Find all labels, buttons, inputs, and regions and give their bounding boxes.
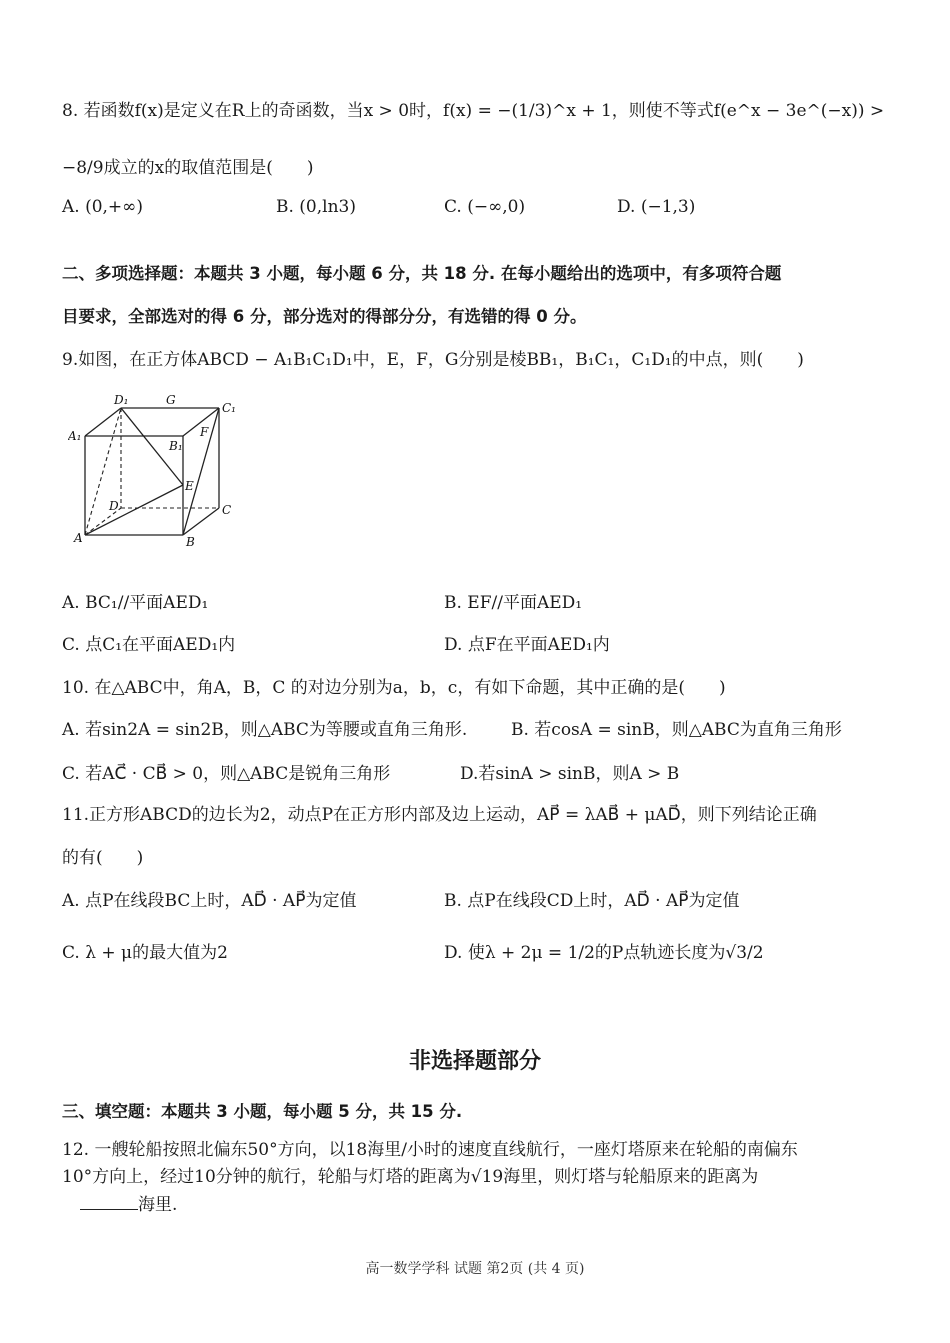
segment-AE (85, 485, 183, 535)
q8-option-c: C. (−∞,0) (444, 197, 526, 217)
edge-BC (183, 508, 219, 535)
section2-heading-line2: 目要求，全部选对的得 6 分，部分选对的得部分分，有选错的得 0 分。 (62, 307, 587, 326)
part-title: 非选择题部分 (408, 1049, 541, 1074)
q11-line1: 11.正方形ABCD的边长为2，动点P在正方形内部及边上运动，AP⃗ = λAB⃗ + μAD⃗，则下列结论正确 (62, 805, 817, 825)
q8-option-a: A. (0,+∞) (62, 197, 143, 217)
label-C: C (222, 503, 232, 517)
q8-option-b: B. (0,ln3) (276, 197, 356, 217)
q10-option-c: C. 若AC⃗ · CB⃗ > 0，则△ABC是锐角三角形 (62, 764, 391, 784)
q9-stem: 9.如图，在正方体ABCD − A₁B₁C₁D₁中，E，F，G分别是棱BB₁，B₁C₁，C₁D₁的中点，则( ) (62, 350, 804, 370)
section2-heading-line1: 二、多项选择题：本题共 3 小题，每小题 6 分，共 18 分. 在每小题给出的选项中，有多项符合题 (62, 264, 782, 283)
label-D1: D₁ (114, 393, 129, 407)
cube-figure (68, 390, 243, 550)
label-E: E (185, 479, 194, 493)
answer-blank[interactable] (80, 1195, 138, 1210)
q10-option-d: D.若sinA > sinB，则A > B (460, 764, 680, 784)
q8-line1: 8. 若函数f(x)是定义在R上的奇函数，当x > 0时，f(x) = −(1/3)^x + 1，则使不等式f(e^x − 3e^(−x)) > (62, 101, 885, 121)
label-A: A (74, 531, 83, 545)
label-F: F (200, 425, 209, 439)
q10-option-b: B. 若cosA = sinB，则△ABC为直角三角形 (511, 720, 842, 740)
label-C1: C₁ (222, 401, 236, 415)
q12-line3 (80, 1190, 177, 1215)
q9-option-b: B. EF//平面AED₁ (444, 593, 583, 613)
edge-A1D1 (85, 408, 121, 436)
q11-option-a: A. 点P在线段BC上时，AD⃗ · AP⃗为定值 (62, 891, 357, 911)
label-G: G (166, 393, 176, 407)
label-B1: B₁ (169, 439, 183, 453)
label-A1: A₁ (68, 429, 82, 443)
page-footer: 高一数学学科 试题 第2页 (共 4 页) (365, 1261, 585, 1277)
q11-line2: 的有( ) (62, 848, 144, 868)
q9-option-c: C. 点C₁在平面AED₁内 (62, 635, 236, 655)
q8-option-d: D. (−1,3) (617, 197, 696, 217)
label-B: B (186, 535, 195, 549)
q11-option-d: D. 使λ + 2μ = 1/2的P点轨迹长度为√3/2 (444, 943, 764, 963)
q9-option-d: D. 点F在平面AED₁内 (444, 635, 610, 655)
q11-option-c: C. λ + μ的最大值为2 (62, 943, 228, 963)
q10-option-a: A. 若sin2A = sin2B，则△ABC为等腰或直角三角形. (62, 720, 468, 740)
label-D: D (109, 499, 119, 513)
segment-AD1 (85, 408, 121, 535)
q9-option-a: A. BC₁//平面AED₁ (62, 593, 209, 613)
q11-option-b: B. 点P在线段CD上时，AD⃗ · AP⃗为定值 (444, 891, 740, 911)
q12-line1: 12. 一艘轮船按照北偏东50°方向，以18海里/小时的速度直线航行，一座灯塔原来在轮船的南偏东 (62, 1140, 798, 1160)
q12-line3-tail: 海里. (138, 1195, 178, 1215)
q10-stem: 10. 在△ABC中，角A，B，C 的对边分别为a，b，c，有如下命题，其中正确的是( ) (62, 678, 726, 698)
section3-heading: 三、填空题：本题共 3 小题，每小题 5 分，共 15 分. (62, 1102, 463, 1121)
q8-line2: −8/9成立的x的取值范围是( ) (62, 158, 314, 178)
q12-line2: 10°方向上，经过10分钟的航行，轮船与灯塔的距离为√19海里，则灯塔与轮船原来的距离为 (62, 1167, 759, 1187)
